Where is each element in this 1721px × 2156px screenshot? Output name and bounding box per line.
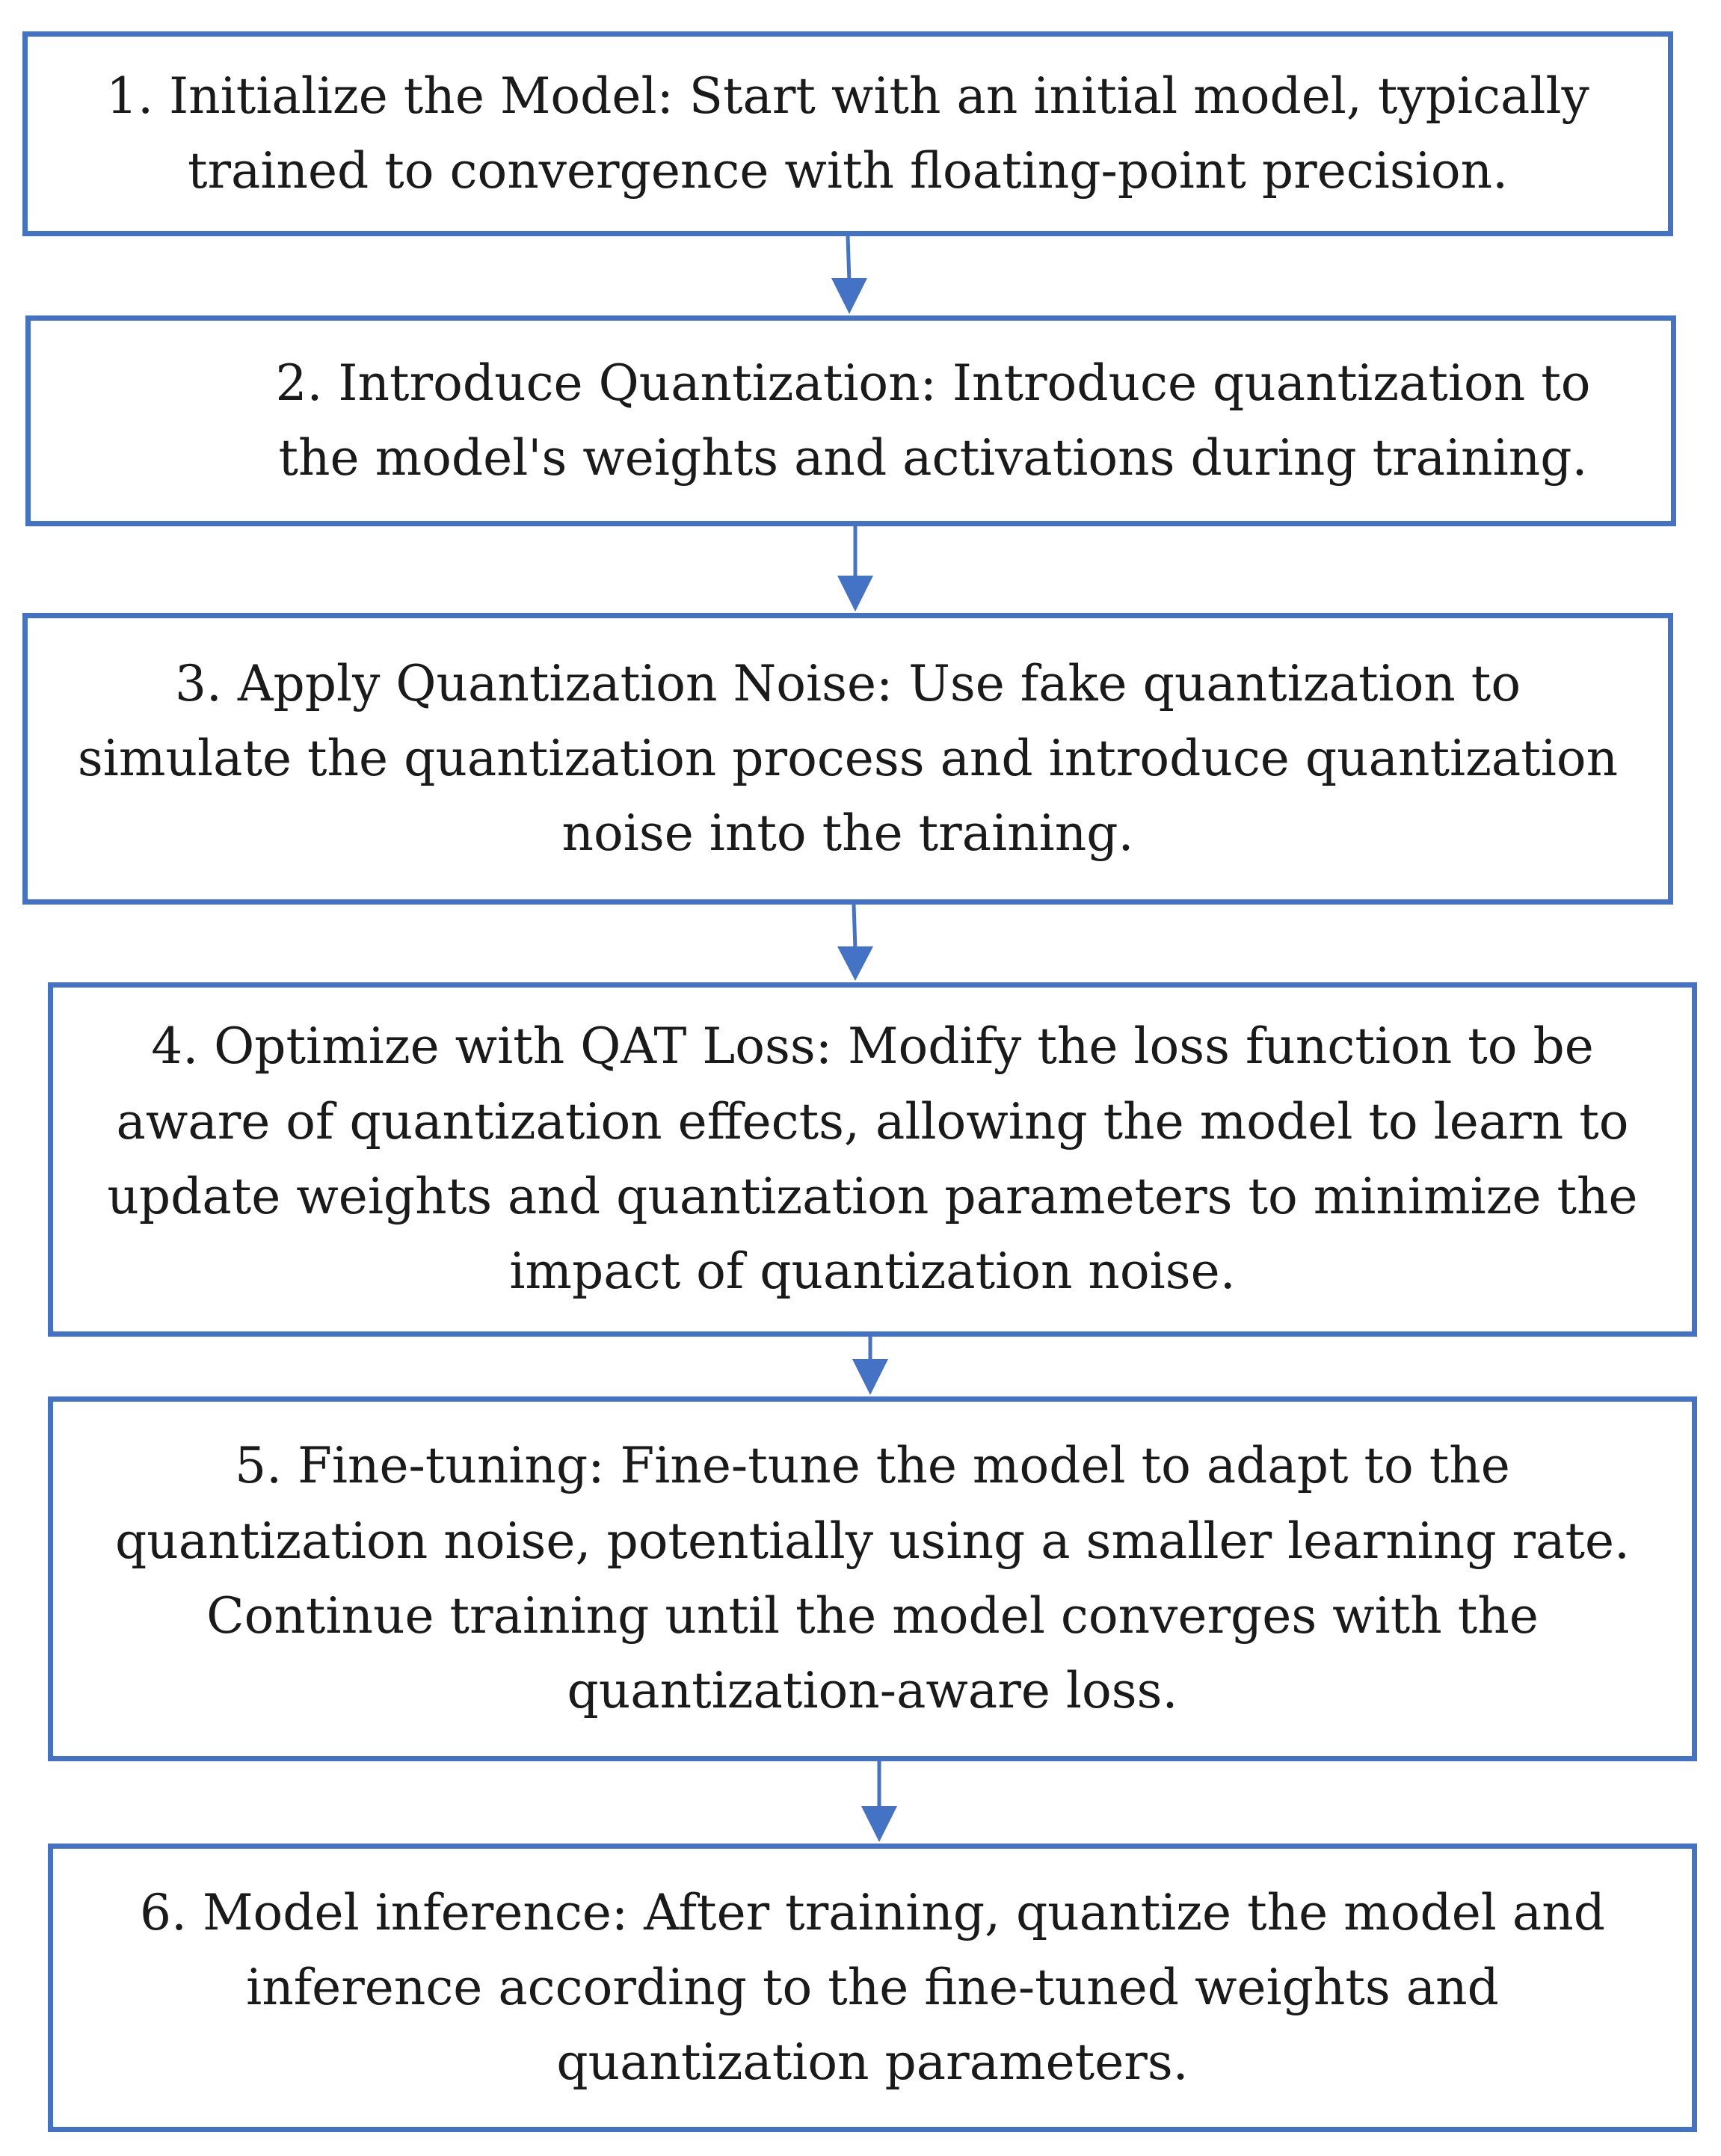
- step-1-text: 1. Initialize the Model: Start with an initial model, typically trained to convergence with floating-point precision.: [106, 67, 1589, 200]
- step-2-text: 2. Introduce Quantization: Introduce quantization to the model's weights and activations during training.: [275, 354, 1591, 487]
- arrow-5-to-6: [861, 1761, 897, 1842]
- step-5-text: 5. Fine-tuning: Fine-tune the model to adapt to the quantization noise, potentially using a smaller learning rate. Continue training until the model converges with the quantization-aware loss.: [114, 1437, 1631, 1720]
- arrow-4-to-5: [852, 1337, 888, 1395]
- step-3-text: 3. Apply Quantization Noise: Use fake quantization to simulate the quantization process and introduce quantization noise into the training.: [77, 654, 1619, 863]
- step-4-text: 4. Optimize with QAT Loss: Modify the loss function to be aware of quantization effects, allowing the model to learn to update weights and quantization parameters to minimize the impact of quantization noise.: [107, 1017, 1638, 1301]
- arrow-1-to-2: [831, 236, 867, 314]
- arrow-2-to-3: [837, 526, 873, 612]
- step-6-text: 6. Model inference: After training, quantize the model and inference according to the fine-tuned weights and quantization parameters.: [140, 1883, 1605, 2092]
- arrow-3-to-4: [837, 905, 873, 981]
